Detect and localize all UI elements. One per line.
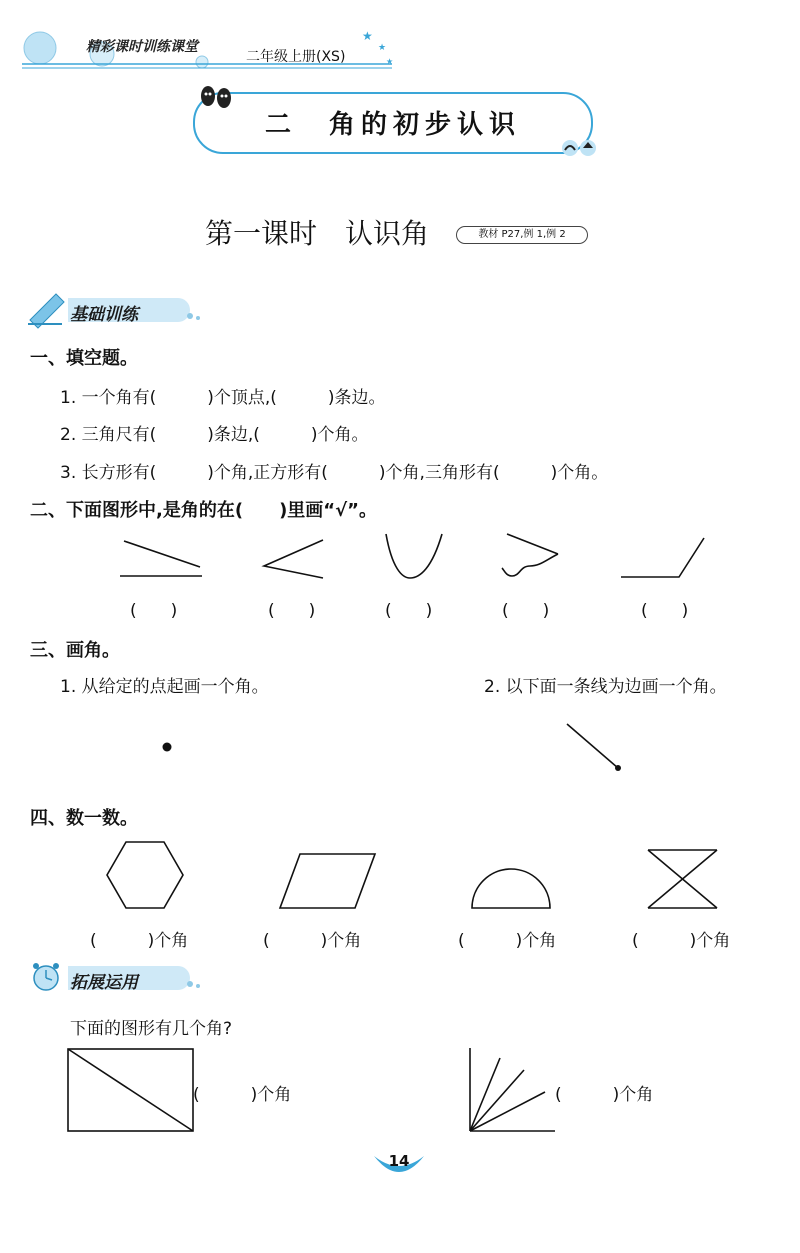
- q1-item-1[interactable]: 1. 一个角有( )个顶点,( )条边。: [60, 388, 386, 408]
- q1-item-2[interactable]: 2. 三角尺有( )条边,( )个角。: [60, 425, 369, 445]
- unit-title: 二 角的初步认识: [264, 110, 521, 140]
- grade-label: 二年级上册(XS): [246, 49, 346, 65]
- svg-text:★: ★: [386, 57, 394, 66]
- q2-answer-slot-1[interactable]: ( ): [130, 601, 178, 621]
- extension-question: 下面的图形有几个角?: [70, 1019, 233, 1039]
- q3-heading: 三、画角。: [30, 640, 120, 661]
- lesson-title: 第一课时 认识角: [205, 217, 430, 250]
- basic-training-banner: 基础训练: [70, 305, 138, 325]
- textbook-reference: 教材 P27,例 1,例 2: [456, 226, 588, 244]
- q4-heading: 四、数一数。: [30, 808, 138, 829]
- svg-text:★: ★: [362, 29, 373, 43]
- q4-answer-1[interactable]: ( )个角: [90, 931, 189, 951]
- extension-banner: 拓展运用: [70, 973, 138, 993]
- q1-item-3[interactable]: 3. 长方形有( )个角,正方形有( )个角,三角形有( )个角。: [60, 463, 609, 483]
- q3-item-1: 1. 从给定的点起画一个角。: [60, 677, 269, 697]
- q4-answer-3[interactable]: ( )个角: [458, 931, 557, 951]
- extension-rectangle-figure: [68, 1049, 193, 1131]
- extension-answer-2[interactable]: ( )个角: [555, 1085, 654, 1105]
- q2-answer-slot-2[interactable]: ( ): [268, 601, 316, 621]
- q2-heading: 二、下面图形中,是角的在( )里画“√”。: [30, 500, 377, 521]
- q2-answer-slot-3[interactable]: ( ): [385, 601, 433, 621]
- q1-heading: 一、填空题。: [30, 348, 138, 369]
- q2-answer-slot-4[interactable]: ( ): [502, 601, 550, 621]
- page-number: 14: [388, 1152, 410, 1170]
- svg-text:★: ★: [378, 43, 387, 53]
- series-name: 精彩课时训练课堂: [86, 39, 198, 55]
- q3-item-2: 2. 以下面一条线为边画一个角。: [484, 677, 727, 697]
- q4-answer-2[interactable]: ( )个角: [263, 931, 362, 951]
- extension-answer-1[interactable]: ( )个角: [193, 1085, 292, 1105]
- q2-answer-slot-5[interactable]: ( ): [641, 601, 689, 621]
- q4-answer-4[interactable]: ( )个角: [632, 931, 731, 951]
- extension-rays-figure: [470, 1048, 555, 1131]
